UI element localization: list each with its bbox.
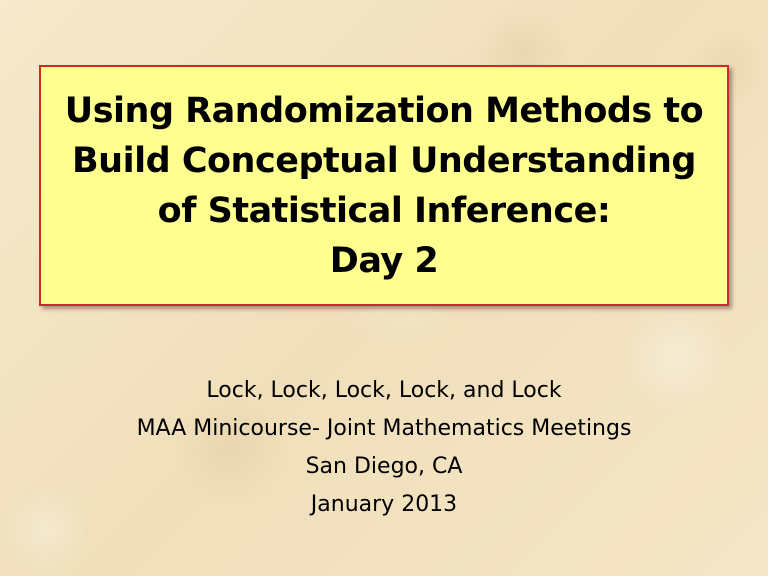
- location-line: San Diego, CA: [305, 454, 463, 479]
- title-box: [39, 65, 729, 306]
- title-line-3: of Statistical Inference:: [157, 190, 611, 231]
- title-line-2: Build Conceptual Understanding: [72, 140, 696, 181]
- authors-line: Lock, Lock, Lock, Lock, and Lock: [206, 378, 562, 403]
- date-line: January 2013: [310, 492, 458, 517]
- title-line-4: Day 2: [329, 240, 439, 281]
- title-line-1: Using Randomization Methods to: [64, 90, 704, 131]
- subtitle-block: [0, 372, 768, 524]
- event-line: MAA Minicourse- Joint Mathematics Meetings: [136, 416, 632, 441]
